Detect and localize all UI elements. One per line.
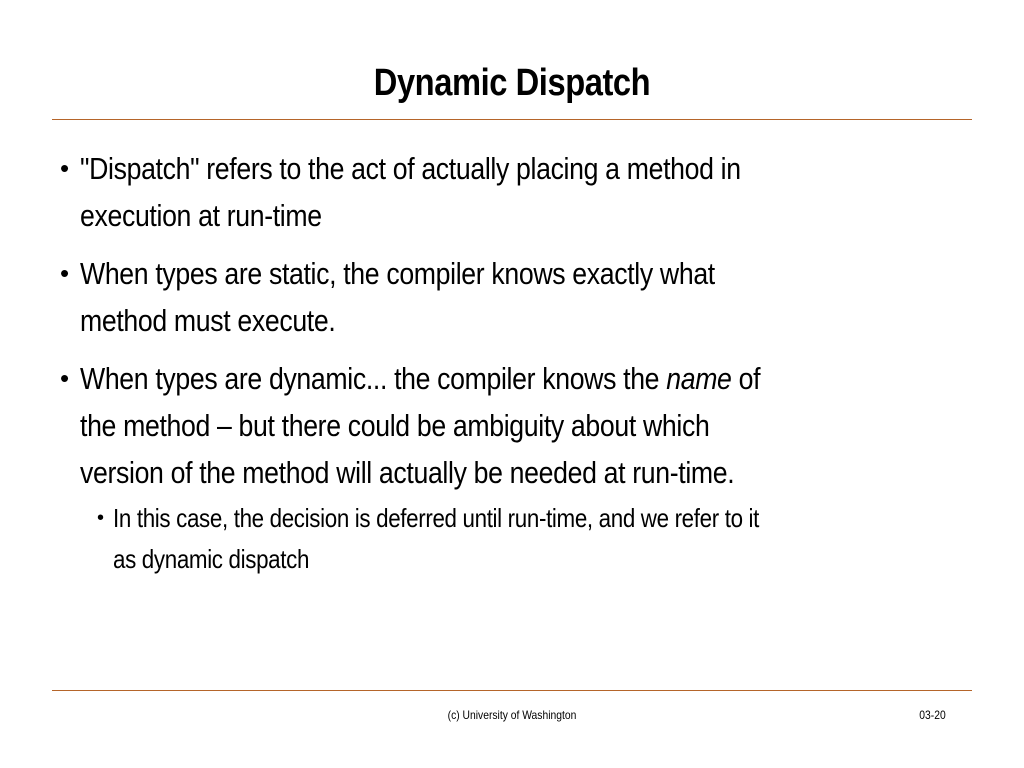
- bullet-dot: •: [60, 153, 69, 183]
- bullet-text: version of the method will actually be needed at run-time.: [80, 455, 735, 490]
- bullet-3: [0, 355, 1024, 496]
- slide-title: Dynamic Dispatch: [373, 62, 651, 104]
- bullet-text: execution at run-time: [80, 198, 322, 233]
- footer-copyright: (c) University of Washington: [447, 708, 577, 722]
- footer-divider: [52, 690, 972, 691]
- bullet-dot: •: [60, 258, 69, 288]
- slide-body: [0, 145, 1024, 580]
- bullet-1: [0, 145, 1024, 239]
- bullet-dot: •: [97, 507, 104, 529]
- bullet-text-part: of: [731, 361, 761, 396]
- emphasis-text: name: [666, 361, 732, 396]
- bullet-text: When types are static, the compiler knows exactly what: [80, 256, 715, 291]
- bullet-text: the method – but there could be ambiguity about which: [80, 408, 710, 443]
- bullet-text: [80, 355, 892, 402]
- slide-number: 03-20: [919, 708, 946, 722]
- sub-bullet-text: In this case, the decision is deferred until run-time, and we refer to it: [113, 503, 760, 533]
- bullet-text: "Dispatch" refers to the act of actually placing a method in: [80, 151, 741, 186]
- sub-bullet-text: as dynamic dispatch: [113, 544, 310, 574]
- title-divider: [52, 119, 972, 120]
- sub-bullet-1: [0, 498, 1024, 580]
- bullet-dot: •: [60, 363, 69, 393]
- bullet-text: method must execute.: [80, 303, 336, 338]
- bullet-text-part: When types are dynamic... the compiler knows the: [80, 361, 667, 396]
- bullet-2: [0, 250, 1024, 344]
